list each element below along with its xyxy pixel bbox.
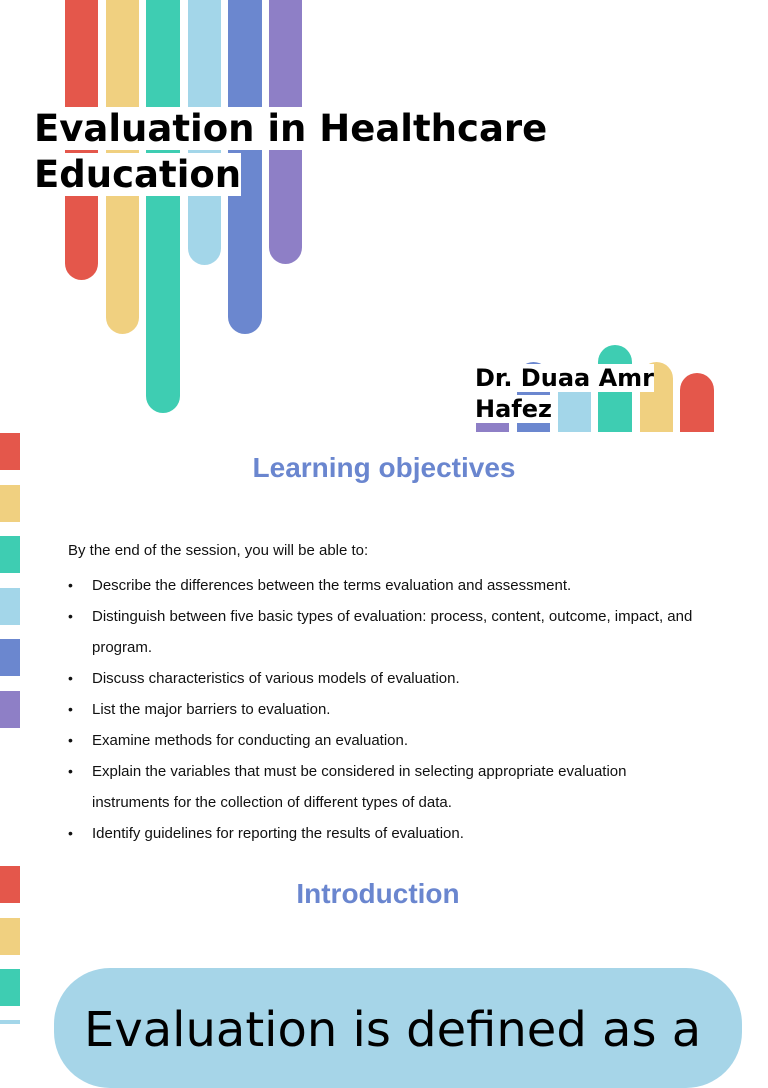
objective-item: • Explain the variables that must be considered in selecting appropriate evaluation instruments for the collection of different types of data.	[68, 756, 708, 818]
introduction-heading: Introduction	[296, 878, 460, 909]
author-name	[475, 363, 654, 425]
edge-purple-square	[0, 691, 20, 728]
teal-bar	[146, 0, 180, 413]
objective-item: • Discuss characteristics of various models of evaluation.	[68, 663, 708, 694]
objectives-list	[68, 570, 708, 849]
edge-light-blue-square	[0, 588, 20, 625]
edge-blue-square	[0, 639, 20, 676]
title-line-2: Education	[34, 153, 242, 196]
author-line-1: Dr. Duaa Amr	[475, 364, 654, 392]
edge-yellow-square	[0, 485, 20, 522]
title-line-1: Evaluation in Healthcare	[34, 107, 548, 150]
objective-item: • Describe the differences between the terms evaluation and assessment.	[68, 570, 708, 601]
objective-item: • Distinguish between five basic types of evaluation: process, content, outcome, impact, and program.	[68, 601, 708, 663]
author-red-bar	[680, 373, 714, 432]
objective-item: • Identify guidelines for reporting the results of evaluation.	[68, 818, 708, 849]
edge-teal-square	[0, 969, 20, 1006]
edge-yellow-square	[0, 918, 20, 955]
author-line-2: Hafez	[475, 395, 552, 423]
edge-teal-square	[0, 536, 20, 573]
objectives-lead: By the end of the session, you will be able to:	[68, 542, 369, 559]
objective-item: • List the major barriers to evaluation.	[68, 694, 708, 725]
definition-box	[54, 968, 742, 1088]
objective-item: • Examine methods for conducting an evaluation.	[68, 725, 708, 756]
slide-title	[34, 106, 547, 198]
edge-light-blue-square	[0, 1020, 20, 1024]
learning-objectives-heading: Learning objectives	[252, 452, 516, 483]
objectives-section	[68, 540, 708, 849]
definition-text: Evaluation is defined as a	[84, 1002, 702, 1058]
